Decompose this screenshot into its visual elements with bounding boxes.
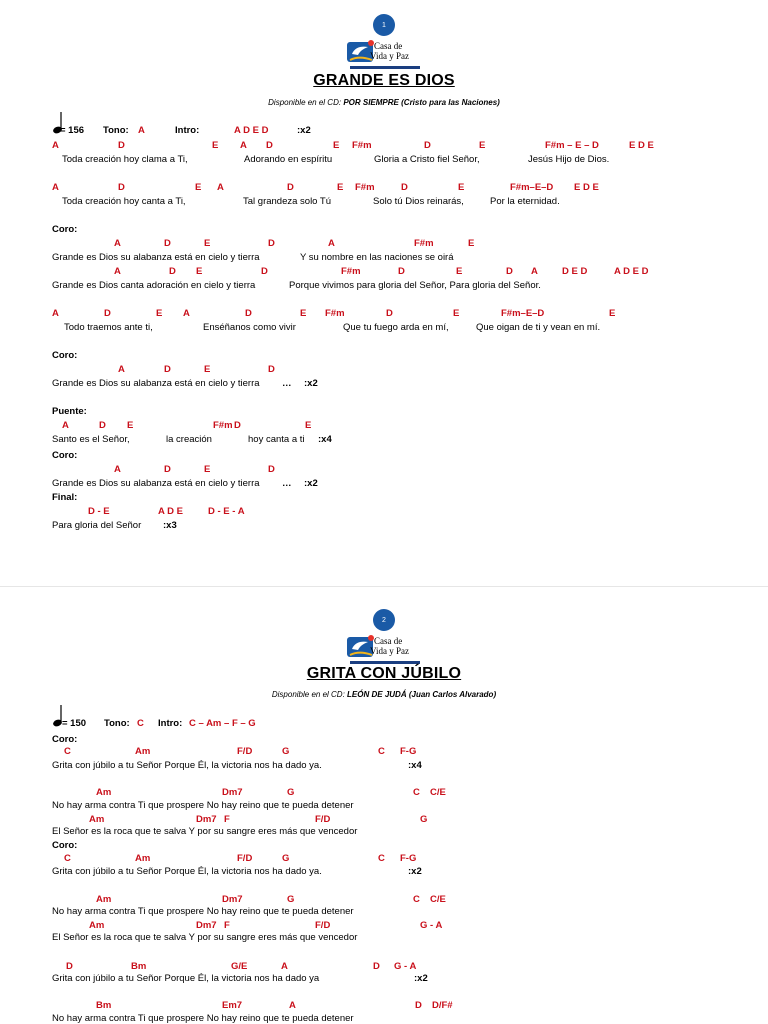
lyric-text: Toda creación hoy canta a Ti, [62, 196, 186, 207]
chord: E [212, 140, 219, 151]
song-title: GRANDE ES DIOS [313, 72, 455, 89]
lyric-text: Toda creación hoy clama a Ti, [62, 154, 188, 165]
chord: F#m – E – D [545, 140, 599, 151]
chord: D [104, 308, 111, 319]
album-prefix: Disponible en el CD: [271, 690, 348, 699]
intro-label: Intro: [175, 125, 200, 136]
chord: F/D [237, 853, 253, 864]
chord: Dm7 [196, 920, 217, 931]
chord: F [224, 814, 230, 825]
chord: C [413, 787, 420, 798]
chord: D [266, 140, 273, 151]
chord: Dm7 [222, 894, 243, 905]
chord: Em7 [222, 1000, 243, 1011]
chord: C [413, 894, 420, 905]
chord: D - E [88, 506, 110, 517]
logo-line-1: Casa de [374, 41, 403, 51]
chord: G [282, 746, 290, 757]
chord: D [164, 238, 171, 249]
repeat-mark: … [282, 378, 292, 389]
chord: A [62, 420, 69, 431]
chord: D [234, 420, 241, 431]
chord: A D E [158, 506, 183, 517]
chord: E D E [574, 182, 599, 193]
chord: D [506, 266, 513, 277]
chord: D [268, 364, 275, 375]
chord: A [52, 308, 59, 319]
chord: Am [89, 920, 105, 931]
logo-underline [350, 66, 420, 69]
chord: F/D [315, 814, 331, 825]
chord: D [164, 464, 171, 475]
album-name: LEÓN DE JUDÁ [347, 690, 407, 699]
lyric-text: Grita con júbilo a tu Señor Porque Él, la victoria nos ha dado ya. [52, 760, 322, 771]
lyric-text: El Señor es la roca que te salva Y por su sangre eres más que vencedor [52, 932, 358, 943]
song-title: GRITA CON JÚBILO [306, 665, 462, 682]
chord: F/D [315, 920, 331, 931]
chord: A [328, 238, 335, 249]
chord: D [66, 961, 73, 972]
lyric-text: El Señor es la roca que te salva Y por su sangre eres más que vencedor [52, 826, 358, 837]
repeat-mark: :x4 [408, 760, 422, 771]
lyric-text: Jesús Hijo de Dios. [528, 154, 610, 165]
lyric-text: la creación [166, 434, 212, 445]
chord: D [424, 140, 431, 151]
chord: G [287, 894, 295, 905]
chord: F [224, 920, 230, 931]
lyric-text: No hay arma contra Ti que prospere No hay reino que te pueda detener [52, 1013, 354, 1024]
chord: G [282, 853, 290, 864]
lyric-text: Todo traemos ante ti, [64, 322, 153, 333]
chord: Dm7 [196, 814, 217, 825]
lyric-text: Grande es Dios su alabanza está en cielo y tierra [52, 378, 260, 389]
lyric-text: Grande es Dios su alabanza está en cielo y tierra [52, 478, 260, 489]
chord: D [287, 182, 294, 193]
section-label: Coro: [52, 734, 78, 745]
intro-chords: A D E D [234, 125, 269, 136]
lyric-text: No hay arma contra Ti que prospere No hay reino que te pueda detener [52, 800, 354, 811]
chord: D [268, 464, 275, 475]
section-label: Coro: [52, 450, 78, 461]
album-name: POR SIEMPRE [343, 98, 399, 107]
chord: C [378, 746, 385, 757]
chord: A [114, 464, 121, 475]
intro-repeat: :x2 [297, 125, 311, 136]
chord: D [99, 420, 106, 431]
chord: C [378, 853, 385, 864]
section-label: Coro: [52, 224, 78, 235]
chord: C [64, 746, 71, 757]
chord: D [373, 961, 380, 972]
chord: F#m–E–D [510, 182, 554, 193]
chord: F#m [352, 140, 372, 151]
album-artist: (Cristo para las Naciones) [401, 98, 500, 107]
chord: F-G [400, 853, 417, 864]
chord: A [183, 308, 190, 319]
chord: E [609, 308, 616, 319]
chord: E [456, 266, 463, 277]
chord: Am [135, 853, 151, 864]
chord: D/F# [432, 1000, 453, 1011]
section-label: Final: [52, 492, 78, 503]
chord: A [289, 1000, 296, 1011]
chord: F#m–E–D [501, 308, 545, 319]
page-number-badge: 2 [373, 609, 395, 631]
chord: E [196, 266, 203, 277]
chord: D [169, 266, 176, 277]
chord: E [195, 182, 202, 193]
repeat-mark: :x2 [304, 478, 318, 489]
logo-line-2: Vida y Paz [370, 51, 409, 61]
repeat-mark: :x4 [318, 434, 332, 445]
chord: C/E [430, 894, 446, 905]
logo-underline [350, 661, 420, 664]
chord: E [300, 308, 307, 319]
chord: D [401, 182, 408, 193]
chord: E [453, 308, 460, 319]
chord: G/E [231, 961, 248, 972]
chord: A [531, 266, 538, 277]
chord: D [398, 266, 405, 277]
chord: Dm7 [222, 787, 243, 798]
lyric-text: Santo es el Señor, [52, 434, 130, 445]
chord: Bm [131, 961, 147, 972]
chord: F/D [237, 746, 253, 757]
tono-label: Tono: [104, 718, 130, 729]
lyric-text: Que tu fuego arda en mí, [343, 322, 449, 333]
chord: D [268, 238, 275, 249]
chord: F#m [325, 308, 345, 319]
chord: C/E [430, 787, 446, 798]
album-info [0, 98, 768, 107]
chord: F#m [213, 420, 233, 431]
lyric-text: hoy canta a ti [248, 434, 305, 445]
lyric-text: Y su nombre en las naciones se oirá [300, 252, 454, 263]
chord: D - E - A [208, 506, 245, 517]
repeat-mark: … [282, 478, 292, 489]
lyric-text: Porque vivimos para gloria del Señor, Para gloria del Señor. [289, 280, 541, 291]
chord: Am [96, 894, 112, 905]
chord: A D E D [614, 266, 649, 277]
chord: E [333, 140, 340, 151]
chord: D [118, 140, 125, 151]
lyric-text: Adorando en espíritu [244, 154, 333, 165]
chord: F#m [414, 238, 434, 249]
chord: E [468, 238, 475, 249]
intro-label: Intro: [158, 718, 183, 729]
lyric-text: Grita con júbilo a tu Señor Porque Él, la victoria nos ha dado ya [52, 973, 320, 984]
lyric-text: Grita con júbilo a tu Señor Porque Él, la victoria nos ha dado ya. [52, 866, 322, 877]
chord: Am [89, 814, 105, 825]
tono-label: Tono: [103, 125, 129, 136]
chord: F#m [341, 266, 361, 277]
lyric-text: Solo tú Dios reinarás, [373, 196, 464, 207]
chord: E [479, 140, 486, 151]
repeat-mark: :x2 [414, 973, 428, 984]
chord: G - A [420, 920, 443, 931]
chord: D [261, 266, 268, 277]
chord: G [420, 814, 428, 825]
repeat-mark: :x2 [304, 378, 318, 389]
intro-chords: C – Am – F – G [189, 718, 256, 729]
tono-value: A [138, 125, 145, 136]
church-logo [346, 633, 422, 669]
church-logo [346, 38, 422, 74]
chord: A [114, 238, 121, 249]
album-prefix: Disponible en el CD: [268, 98, 344, 107]
album-artist: (Juan Carlos Alvarado) [408, 690, 497, 699]
chord: D [415, 1000, 422, 1011]
lyric-text: Que oigan de ti y vean en mí. [476, 322, 601, 333]
lyric-text: Por la eternidad. [490, 196, 560, 207]
chord: E [204, 238, 211, 249]
chord: D E D [562, 266, 588, 277]
section-label: Coro: [52, 840, 78, 851]
chord: F#m [355, 182, 375, 193]
chord: Bm [96, 1000, 112, 1011]
lyric-text: Tal grandeza solo Tú [243, 196, 332, 207]
chord: D [245, 308, 252, 319]
chord: D [118, 182, 125, 193]
chord: D [164, 364, 171, 375]
chord: A [114, 266, 121, 277]
chord: E D E [629, 140, 654, 151]
page-number-badge: 1 [373, 14, 395, 36]
chord: A [118, 364, 125, 375]
chord: A [217, 182, 224, 193]
lyric-text: Gloria a Cristo fiel Señor, [374, 154, 480, 165]
lyric-text: No hay arma contra Ti que prospere No hay reino que te pueda detener [52, 906, 354, 917]
chord: A [240, 140, 247, 151]
chord: D [386, 308, 393, 319]
chord: Am [135, 746, 151, 757]
chord: E [337, 182, 344, 193]
section-label: Puente: [52, 406, 87, 417]
chord: G [287, 787, 295, 798]
chord: E [204, 364, 211, 375]
album-info [0, 690, 768, 699]
chord: E [127, 420, 134, 431]
repeat-mark: :x2 [408, 866, 422, 877]
chord: G - A [394, 961, 417, 972]
lyric-text: Enséñanos como vivir [203, 322, 296, 333]
chord: E [305, 420, 312, 431]
tempo: = 150 [62, 718, 87, 729]
lyric-text: Grande es Dios canta adoración en cielo y tierra [52, 280, 256, 291]
tempo: = 156 [60, 125, 85, 136]
logo-line-2: Vida y Paz [370, 646, 409, 656]
chord: A [281, 961, 288, 972]
lyric-text: Para gloria del Señor [52, 520, 142, 531]
chord: Am [96, 787, 112, 798]
page-separator [0, 586, 768, 587]
chord: C [64, 853, 71, 864]
chord: E [204, 464, 211, 475]
logo-line-1: Casa de [374, 636, 403, 646]
chord: A [52, 182, 59, 193]
chord: E [458, 182, 465, 193]
chord: A [52, 140, 59, 151]
lyric-text: Grande es Dios su alabanza está en cielo y tierra [52, 252, 260, 263]
chord: E [156, 308, 163, 319]
chord: F-G [400, 746, 417, 757]
section-label: Coro: [52, 350, 78, 361]
repeat-mark: :x3 [163, 520, 177, 531]
tono-value: C [137, 718, 144, 729]
